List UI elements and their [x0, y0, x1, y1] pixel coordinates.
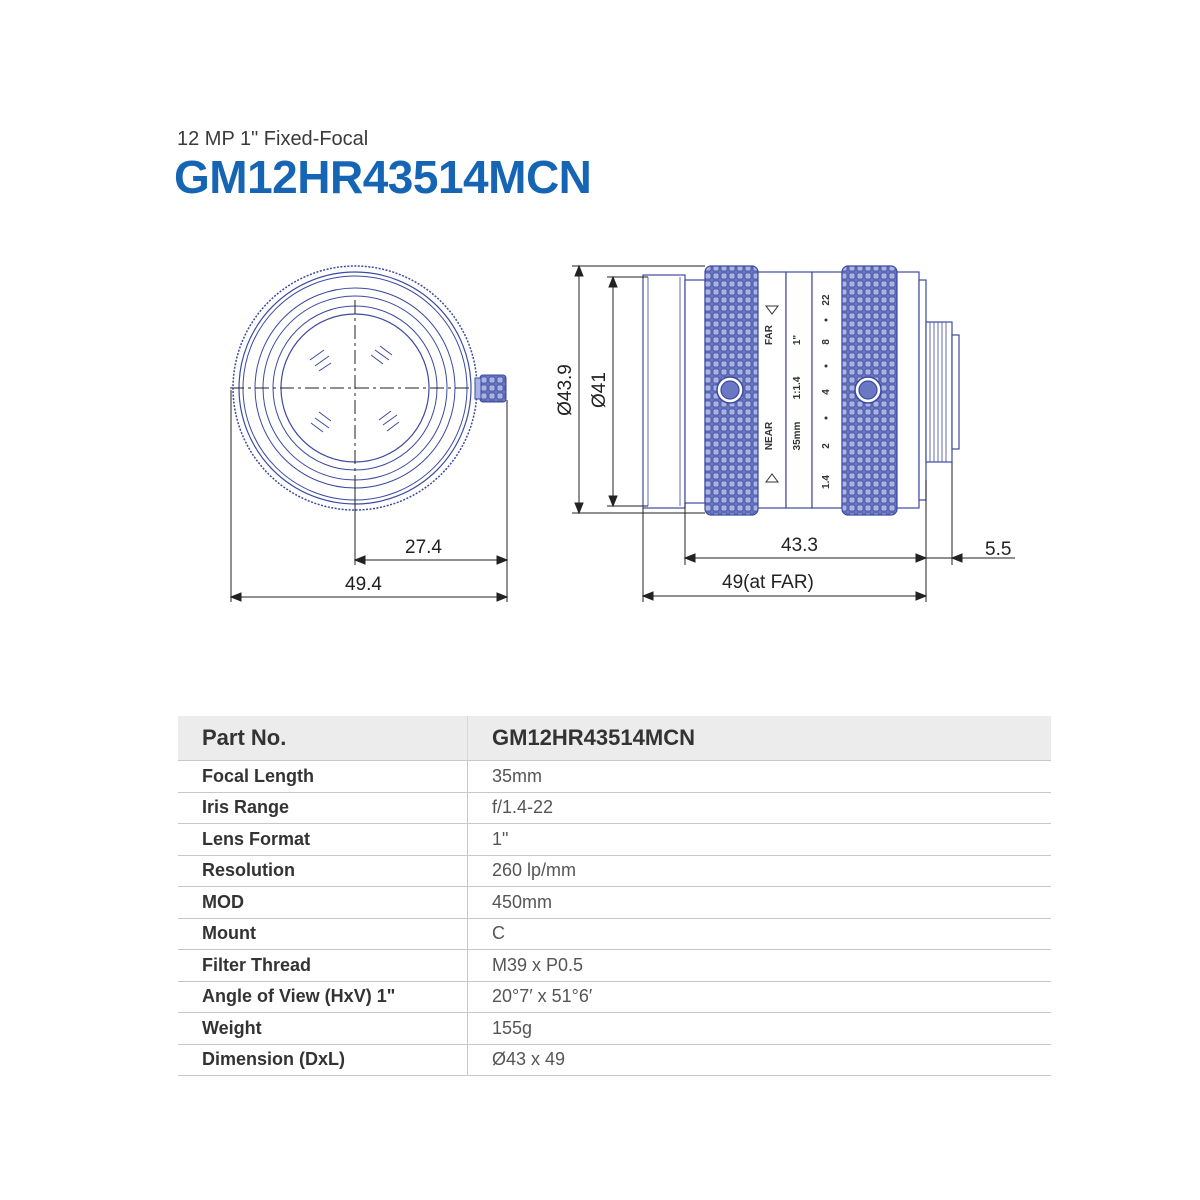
fstop-8: 8: [821, 339, 832, 345]
spec-header-label: Part No.: [178, 716, 468, 761]
spec-row: [178, 792, 1051, 824]
spec-value: 155g: [468, 1013, 1052, 1045]
fstop-1-4: 1.4: [821, 475, 832, 489]
spec-header-row: [178, 716, 1051, 761]
ring-near-label: NEAR: [764, 421, 775, 451]
spec-row: [178, 950, 1051, 982]
spec-label: MOD: [178, 887, 468, 919]
product-subtitle: 12 MP 1" Fixed-Focal: [177, 128, 369, 150]
spec-value: Ø43 x 49: [468, 1044, 1052, 1076]
ring-far-label: FAR: [764, 325, 775, 345]
fstop-4: 4: [821, 389, 832, 395]
spec-label: Filter Thread: [178, 950, 468, 982]
spec-row: [178, 887, 1051, 919]
spec-value: 20°7′ x 51°6′: [468, 981, 1052, 1013]
ring-aperture-label: 1:1.4: [792, 376, 803, 400]
dim-5-5: 5.5: [985, 539, 1012, 560]
spec-label: Angle of View (HxV) 1": [178, 981, 468, 1013]
dim-27-4: 27.4: [405, 537, 442, 558]
ring-focal-label: 35mm: [792, 421, 803, 451]
front-view: [230, 266, 506, 510]
spec-value: 450mm: [468, 887, 1052, 919]
dim-49-at-far: 49(at FAR): [722, 572, 814, 593]
dim-43-9: Ø43.9: [555, 364, 576, 416]
dim-41: Ø41: [589, 372, 610, 408]
spec-row: [178, 981, 1051, 1013]
spec-label: Iris Range: [178, 792, 468, 824]
spec-row: [178, 1044, 1051, 1076]
spec-row: [178, 1013, 1051, 1045]
spec-label: Resolution: [178, 855, 468, 887]
spec-value: 35mm: [468, 761, 1052, 793]
dim-43-3: 43.3: [781, 535, 818, 556]
spec-label: Dimension (DxL): [178, 1044, 468, 1076]
spec-row: [178, 824, 1051, 856]
product-title: GM12HR43514MCN: [174, 151, 592, 203]
spec-row: [178, 855, 1051, 887]
spec-label: Focal Length: [178, 761, 468, 793]
spec-value: M39 x P0.5: [468, 950, 1052, 982]
spec-row: [178, 761, 1051, 793]
fstop-2: 2: [821, 443, 832, 449]
spec-header-value: GM12HR43514MCN: [468, 716, 1052, 761]
dim-49-4: 49.4: [345, 574, 382, 595]
spec-table: [178, 716, 1051, 1076]
spec-value: f/1.4-22: [468, 792, 1052, 824]
spec-value: 260 lp/mm: [468, 855, 1052, 887]
spec-label: Weight: [178, 1013, 468, 1045]
ring-format-label: 1": [792, 334, 803, 346]
spec-row: [178, 918, 1051, 950]
fstop-22: 22: [821, 294, 832, 306]
spec-value: C: [468, 918, 1052, 950]
spec-value: 1": [468, 824, 1052, 856]
spec-label: Mount: [178, 918, 468, 950]
spec-label: Lens Format: [178, 824, 468, 856]
